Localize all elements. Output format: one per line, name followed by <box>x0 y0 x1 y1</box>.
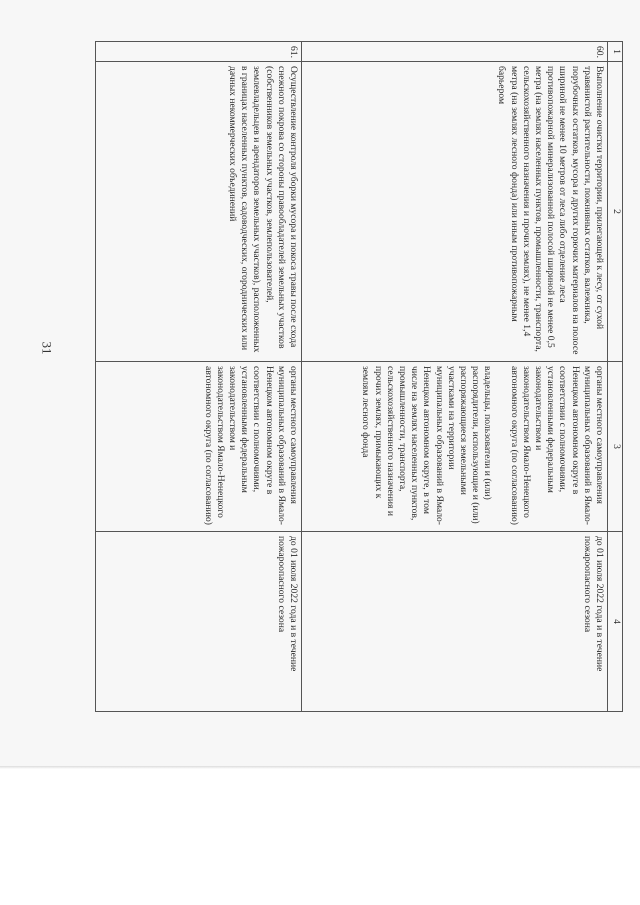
measures-table-container <box>95 41 623 711</box>
measure-text: Выполнение очистки территории, прилегающей к лесу, от сухой травянистой растительности, пожнивных остатков, валежника, порубочных остатков, мусора и других горючих материалов на полосе шириной не менее 10 метров от леса либо отделение леса противопожарной минерализованной полосой шириной не менее 0,5 метра (на землях населенных пунктов, промышленности, транспорта, сельскохозяйственного назначения и прочих землях), не менее 1,4 метра (на землях лесного фонда) или иным противопожарным барьером <box>302 62 608 362</box>
header-col-2: 2 <box>608 62 623 362</box>
row-number: 60. <box>302 42 608 62</box>
row-number: 61. <box>96 42 302 62</box>
table-row <box>96 42 302 712</box>
executors-cell <box>302 362 608 532</box>
table-row <box>302 42 608 712</box>
executors-text: владельцы, пользователи и (или) распорядители, использующие и (или) распоряжающиеся земельными участками на территории муниципальных образований в Ямало-Ненецком автономном округе, в том числе на землях населенных пунктов, промышленности, транспорта, сельскохозяйственного назначения и прочих землях, примыкающих к землям лесного фонда <box>360 366 494 525</box>
deadline-text: до 01 июля 2022 года и в течение пожароопасного сезона <box>302 532 608 712</box>
executors-text: органы местного самоуправления муниципальных образований в Ямало-Ненецком автономном округе в соответствии с полномочиями, установленными федеральным законодательством и законодательством Ямало-Ненецкого автономного округа (по согласованию) <box>508 366 605 525</box>
header-col-1: 1 <box>608 42 623 62</box>
executors-cell <box>96 362 302 532</box>
header-row <box>608 42 623 712</box>
spacer <box>493 366 507 527</box>
measure-text: Осуществление контроля уборки мусора и покоса травы после схода снежного покрова со стороны правообладателей земельных участков (собственников земельных участков, землепользователей, землевладельцев и арендаторов земельных участков), расположенных в границах населенных пунктов, садоводческих, огороднических или дачных некоммерческих объединений <box>96 62 302 362</box>
executors-text: органы местного самоуправления муниципальных образований в Ямало-Ненецком автономном округе в соответствии с полномочиями, установленными федеральным законодательством и законодательством Ямало-Ненецкого автономного округа (по согласованию) <box>202 366 299 525</box>
measures-table <box>95 41 623 712</box>
header-col-4: 4 <box>608 532 623 712</box>
deadline-text: до 01 июля 2022 года и в течение пожароопасного сезона <box>96 532 302 712</box>
header-col-3: 3 <box>608 362 623 532</box>
page-number: 31 <box>39 341 55 355</box>
scan-edge <box>0 766 640 769</box>
